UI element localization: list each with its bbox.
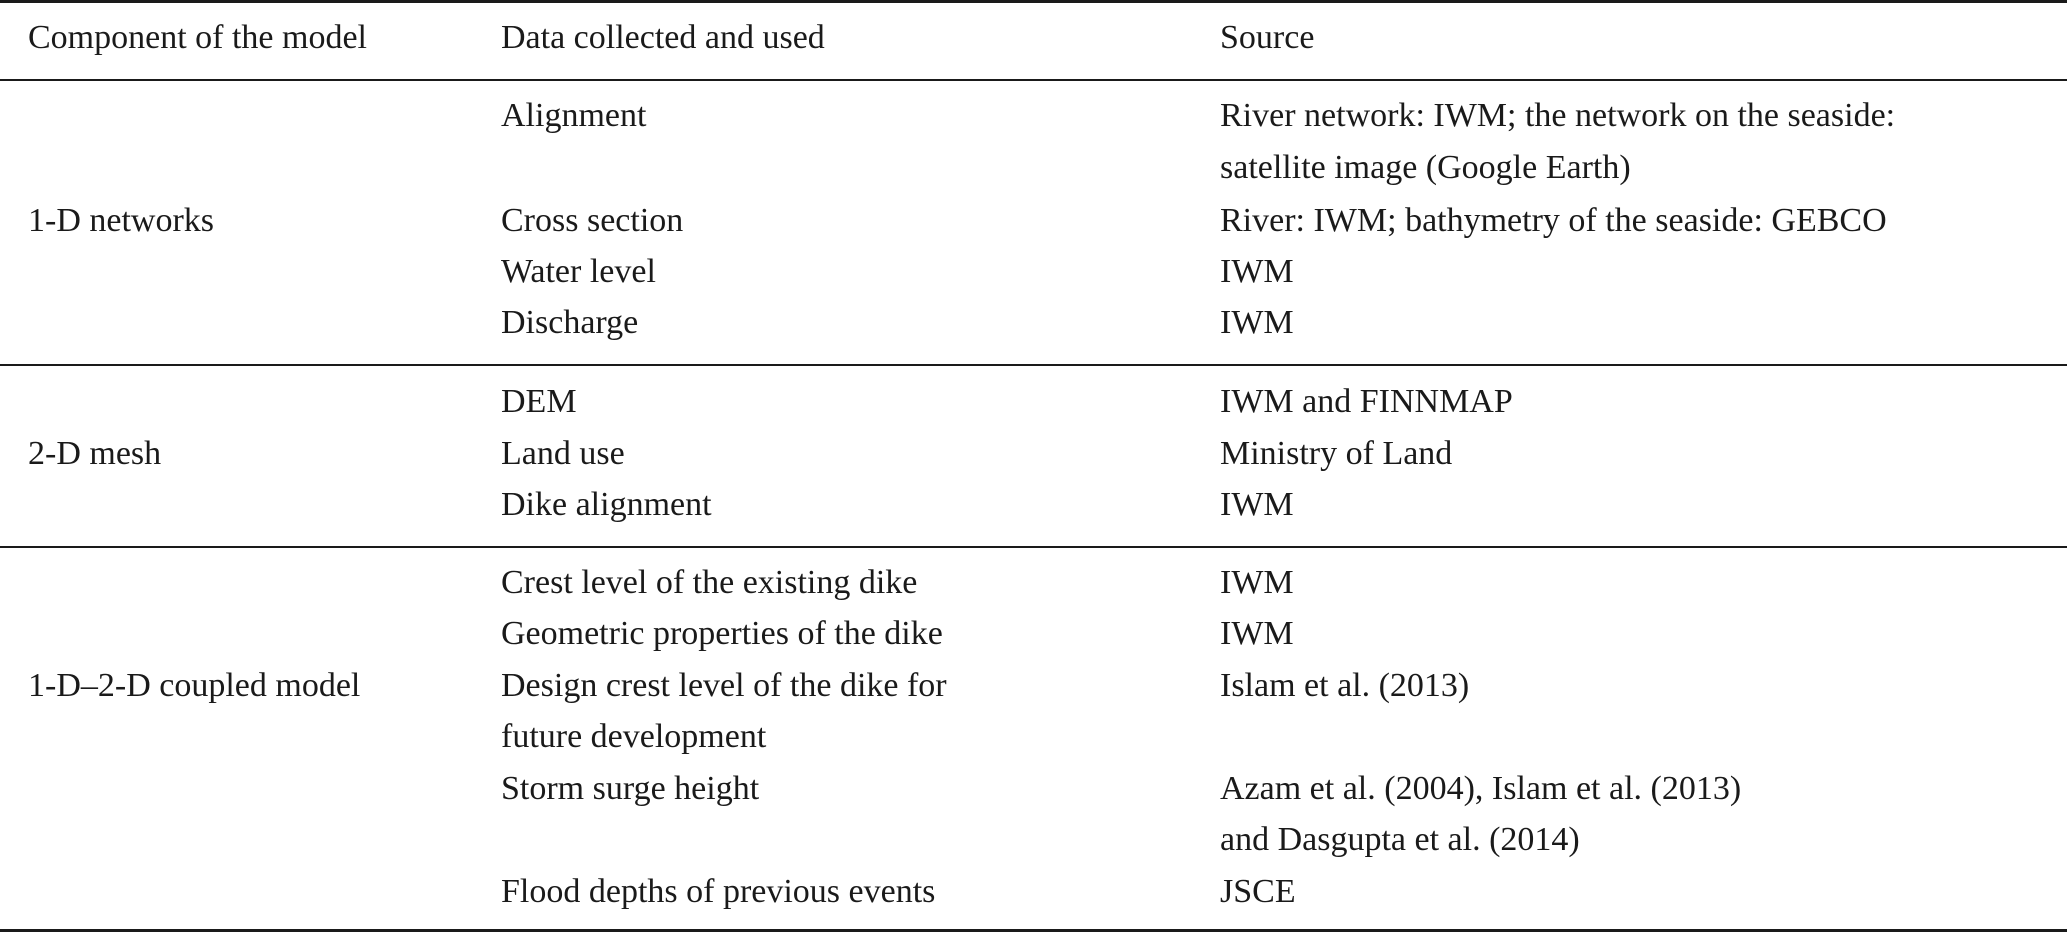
source-item: IWM and FINNMAP	[1220, 383, 1513, 420]
source-item-continued: and Dasgupta et al. (2014)	[1220, 821, 1580, 858]
data-item: DEM	[501, 383, 577, 420]
component-2d-mesh: 2-D mesh	[28, 435, 162, 472]
data-item: Crest level of the existing dike	[501, 564, 918, 601]
header-component: Component of the model	[28, 19, 368, 56]
data-item: Dike alignment	[501, 486, 712, 523]
source-item: Ministry of Land	[1220, 435, 1453, 472]
header-source: Source	[1220, 19, 1315, 56]
group-divider	[0, 364, 2067, 366]
source-item: River network: IWM; the network on the seaside:	[1220, 97, 1896, 134]
data-item: Cross section	[501, 202, 684, 239]
data-item: Storm surge height	[501, 770, 760, 807]
data-item: Discharge	[501, 304, 639, 341]
source-item: IWM	[1220, 615, 1294, 652]
source-item: Islam et al. (2013)	[1220, 667, 1470, 704]
data-item: Flood depths of previous events	[501, 873, 936, 910]
bottom-rule	[0, 929, 2067, 932]
source-item-continued: satellite image (Google Earth)	[1220, 149, 1631, 186]
source-item: IWM	[1220, 486, 1294, 523]
source-item: IWM	[1220, 253, 1294, 290]
source-item: IWM	[1220, 564, 1294, 601]
data-item-continued: future development	[501, 718, 767, 755]
source-item: River: IWM; bathymetry of the seaside: GEBCO	[1220, 202, 1887, 239]
header-rule	[0, 79, 2067, 81]
top-rule	[0, 0, 2067, 3]
data-item: Geometric properties of the dike	[501, 615, 943, 652]
source-item: JSCE	[1220, 873, 1296, 910]
data-item: Design crest level of the dike for	[501, 667, 947, 704]
data-item: Land use	[501, 435, 625, 472]
group-divider	[0, 546, 2067, 548]
source-item: Azam et al. (2004), Islam et al. (2013)	[1220, 770, 1742, 807]
source-item: IWM	[1220, 304, 1294, 341]
data-item: Water level	[501, 253, 656, 290]
component-coupled-model: 1-D–2-D coupled model	[28, 667, 361, 704]
component-1d-networks: 1-D networks	[28, 202, 215, 239]
header-data: Data collected and used	[501, 19, 825, 56]
data-item: Alignment	[501, 97, 647, 134]
